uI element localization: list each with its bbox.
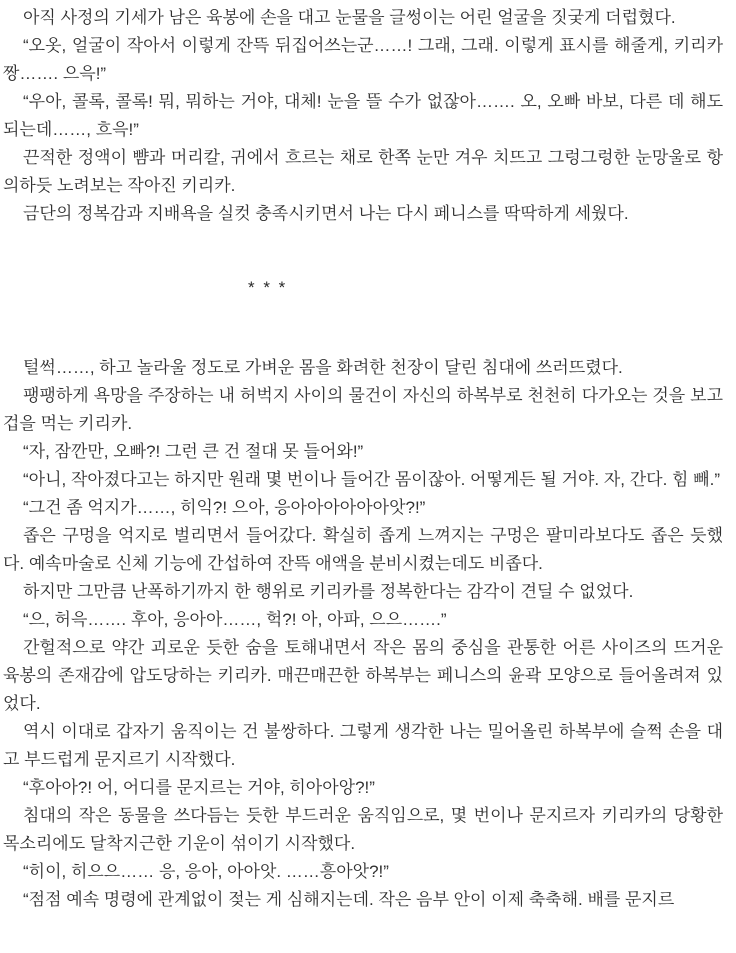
paragraph: “아니, 작아졌다고는 하지만 원래 몇 번이나 들어간 몸이잖아. 어떻게든 될 거야. 자, 간다. 힘 빼.” bbox=[23, 470, 720, 489]
section-divider: * * * bbox=[248, 278, 288, 297]
paragraph: “점점 예속 명령에 관계없이 젖는 게 심해지는데. 작은 음부 안이 이제 축축해. 배를 문지르 bbox=[23, 890, 675, 909]
paragraph: “히이, 히으으…… 응, 응아, 아아앗. ……흥아앗?!” bbox=[23, 862, 389, 881]
paragraph: 좁은 구멍을 억지로 벌리면서 들어갔다. 확실히 좁게 느껴지는 구멍은 팔미라보다도 좁은 듯했다. 예속마술로 신체 기능에 간섭하여 잔뜩 애액을 분비시켰는데도 비좁다. bbox=[3, 526, 723, 573]
paragraph: “우아, 콜록, 콜록! 뭐, 뭐하는 거야, 대체! 눈을 뜰 수가 없잖아……. 오, 오빠 바보, 다른 데 해도 되는데……, 흐윽!” bbox=[3, 92, 723, 139]
paragraph: 끈적한 정액이 뺨과 머리칼, 귀에서 흐르는 채로 한쪽 눈만 겨우 치뜨고 그렁그렁한 눈망울로 항의하듯 노려보는 작아진 키리카. bbox=[3, 148, 723, 195]
paragraph: “그건 좀 억지가……, 히익?! 으아, 응아아아아아아앗?!” bbox=[23, 498, 426, 517]
paragraph: “자, 잠깐만, 오빠?! 그런 큰 건 절대 못 들어와!” bbox=[23, 442, 364, 461]
paragraph: 간헐적으로 약간 괴로운 듯한 숨을 토해내면서 작은 몸의 중심을 관통한 어른 사이즈의 뜨거운 육봉의 존재감에 압도당하는 키리카. 매끈매끈한 하복부는 페니스의 윤곽 모양으로 들어올려져 있었다. bbox=[3, 638, 723, 713]
paragraph: “오옷, 얼굴이 작아서 이렇게 잔뜩 뒤집어쓰는군……! 그래, 그래. 이렇게 표시를 해줄게, 키리카 짱……. 으윽!” bbox=[3, 36, 723, 83]
paragraph: 침대의 작은 동물을 쓰다듬는 듯한 부드러운 움직임으로, 몇 번이나 문지르자 키리카의 당황한 목소리에도 달착지근한 기운이 섞이기 시작했다. bbox=[3, 806, 723, 853]
paragraph: 팽팽하게 욕망을 주장하는 내 허벅지 사이의 물건이 자신의 하복부로 천천히 다가오는 것을 보고 겁을 먹는 키리카. bbox=[3, 386, 723, 433]
paragraph: 아직 사정의 기세가 남은 육봉에 손을 대고 눈물을 글썽이는 어린 얼굴을 짓궂게 더럽혔다. bbox=[23, 8, 676, 27]
paragraph: 털썩……, 하고 놀라울 정도로 가벼운 몸을 화려한 천장이 달린 침대에 쓰러뜨렸다. bbox=[23, 358, 623, 377]
paragraph: 역시 이대로 갑자기 움직이는 건 불쌍하다. 그렇게 생각한 나는 밀어올린 하복부에 슬쩍 손을 대고 부드럽게 문지르기 시작했다. bbox=[3, 722, 723, 769]
paragraph: “후아아?! 어, 어디를 문지르는 거야, 히아아앙?!” bbox=[23, 778, 375, 797]
paragraph: 하지만 그만큼 난폭하기까지 한 행위로 키리카를 정복한다는 감각이 견딜 수 없었다. bbox=[23, 582, 634, 601]
paragraph: “으, 허윽……. 후아, 응아아……, 헉?! 아, 아파, 으으…….” bbox=[23, 610, 447, 629]
paragraph: 금단의 정복감과 지배욕을 실컷 충족시키면서 나는 다시 페니스를 딱딱하게 세웠다. bbox=[23, 204, 629, 223]
